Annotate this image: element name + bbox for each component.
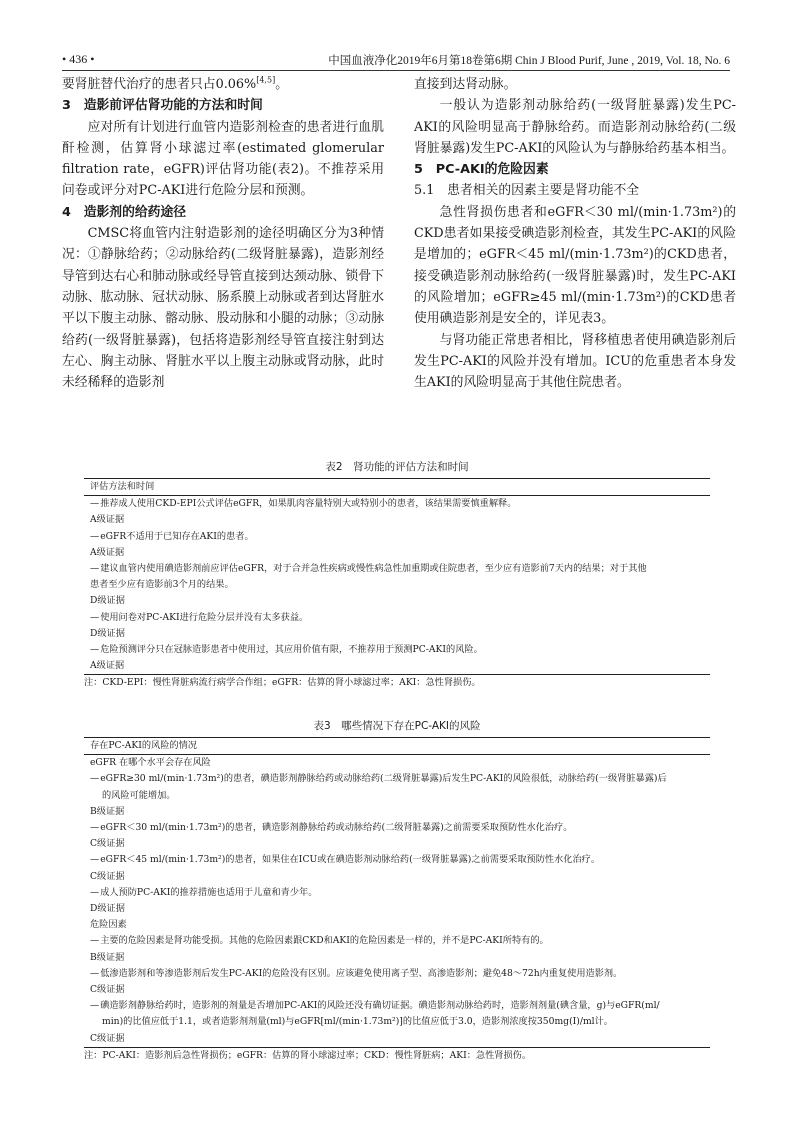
paragraph: 应对所有计划进行血管内造影剂检查的患者进行血肌酐检测，估算肾小球滤过率(estimated glomerular filtration rate，eGFR)评估肾功能(表2)。不推荐采用问卷或评分对PC-AKI进行危险分层和预测。: [62, 119, 384, 199]
evidence-level: B级证据: [90, 805, 125, 817]
table-row: — 推荐成人使用CKD-EPI公式评估eGFR，如果肌肉容量特别大或特别小的患者，该结果需要慎重解释。: [84, 496, 710, 512]
subsection-heading-5-1: 5.1 患者相关的因素主要是肾功能不全: [414, 183, 640, 199]
evidence-level: A级证据: [90, 546, 125, 558]
left-column: [62, 74, 384, 393]
paragraph-continued: 直接到达肾动脉。: [414, 77, 517, 92]
paragraph-continued: 要肾脏替代治疗的患者只占0.06%[4,5]。: [62, 75, 288, 92]
evidence-level: A级证据: [90, 660, 125, 672]
table-row: — eGFR不适用于已知存在AKI的患者。: [84, 529, 710, 545]
table-row: — eGFR＜30 ml/(min·1.73m²)的患者，碘造影剂静脉给药或动脉给药(二级肾脏暴露)之前需要采取预防性水化治疗。: [84, 820, 710, 836]
table-row: — 碘造影剂静脉给药时，造影剂的剂量是否增加PC-AKI的风险还没有确切证据。碘造影剂动脉给药时，造影剂剂量(碘含量，g)与eGFR(ml/: [84, 998, 710, 1014]
evidence-level: A级证据: [90, 514, 125, 526]
reference-mark[interactable]: [4,5]: [256, 75, 276, 85]
table-row: — eGFR＜45 ml/(min·1.73m²)的患者，如果住在ICU或在碘造影剂动脉给药(一级肾脏暴露)之前需要采取预防性水化治疗。: [84, 852, 710, 868]
evidence-level: C级证据: [90, 1032, 125, 1044]
paragraph: 急性肾损伤患者和eGFR＜30 ml/(min·1.73m²)的CKD患者如果接受碘造影剂检查，其发生PC-AKI的风险是增加的；eGFR＜45 ml/(min·1.73m²)的CKD患者，接受碘造影剂动脉给药(一级肾脏暴露)时，发生PC-AKI的风险增加；eGFR≥45 ml/(min·1.73m²)的CKD患者使用碘造影剂是安全的，详见表3。: [414, 204, 736, 327]
journal-citation: 中国血液净化2019年6月第18卷第6期 Chin J Blood Purif, June , 2019, Vol. 18, No. 6: [328, 55, 730, 67]
evidence-level: C级证据: [90, 984, 125, 996]
table-note: 注：PC-AKI：造影剂后急性肾损伤；eGFR：估算的肾小球滤过率；CKD：慢性肾脏病；AKI：急性肾损伤。: [84, 1049, 532, 1061]
paragraph: 一般认为造影剂动脉给药(一级肾脏暴露)发生PC-AKI的风险明显高于静脉给药。而造影剂动脉给药(二级肾脏暴露)发生PC-AKI的风险认为与静脉给药基本相当。: [414, 98, 736, 156]
table-row: — eGFR≥30 ml/(min·1.73m²)的患者，碘造影剂静脉给药或动脉给药(二级肾脏暴露)后发生PC-AKI的风险很低，动脉给药(一级肾脏暴露)后: [84, 771, 710, 787]
paragraph: 与肾功能正常患者相比，肾移植患者使用碘造影剂后发生PC-AKI的风险并没有增加。ICU的危重患者本身发生AKI的风险明显高于其他住院患者。: [414, 332, 736, 391]
table-row: — 成人预防PC-AKI的推荐措施也适用于儿童和青少年。: [84, 885, 710, 901]
section-heading-4: 4 造影剂的给药途径: [62, 204, 187, 220]
table-2: [84, 460, 710, 690]
right-column: [414, 74, 736, 393]
evidence-level: D级证据: [90, 903, 125, 915]
table-note: 注：CKD-EPI：慢性肾脏病流行病学合作组；eGFR：估算的肾小球滤过率；AKI：急性肾损伤。: [84, 677, 481, 689]
table-3: [84, 719, 710, 1063]
table-header: 评估方法和时间: [90, 481, 155, 492]
paragraph: CMSC将血管内注射造影剂的途径明确区分为3种情况：①静脉给药；②动脉给药(二级肾脏暴露)，造影剂经导管到达右心和肺动脉或经导管直接到达颈动脉、锁骨下动脉、肱动脉、冠状动脉、肠系膜上动脉或者到达肾脏水平以下腹主动脉、髂动脉、股动脉和小腿的动脉；③动脉给药(一级肾脏暴露)，包括将造影剂经导管直接注射到达左心、胸主动脉、肾脏水平以上腹主动脉或肾动脉，此时未经稀释的造影剂: [62, 226, 384, 391]
evidence-level: D级证据: [90, 595, 125, 607]
table-row: — 建议血管内使用碘造影剂前应评估eGFR，对于合并急性疾病或慢性病急性加重期或住院患者，至少应有造影前7天内的结果；对于其他: [84, 561, 710, 577]
table-header: 存在PC-AKI的风险的情况: [90, 740, 197, 751]
evidence-level: C级证据: [90, 838, 125, 850]
table-row: — 危险预测评分只在冠脉造影患者中使用过，其应用价值有限，不推荐用于预测PC-AKI的风险。: [84, 642, 710, 658]
table-caption: 表3 哪些情况下存在PC-AKI的风险: [313, 720, 481, 732]
table-row-continuation: min)的比值应低于1.1，或者造影剂剂量(ml)与eGFR[ml/(min·1.73m²)]的比值应低于3.0，造影剂浓度按350mg(I)/ml计。: [102, 1016, 613, 1028]
table-subheading: 危险因素: [90, 919, 127, 931]
evidence-level: C级证据: [90, 870, 125, 882]
evidence-level: D级证据: [90, 627, 125, 639]
table-row-continuation: 的风险可能增加。: [102, 789, 176, 801]
evidence-level: B级证据: [90, 951, 125, 963]
table-row: — 使用问卷对PC-AKI进行危险分层并没有太多获益。: [84, 610, 710, 626]
table-row: — 低渗造影剂和等渗造影剂后发生PC-AKI的危险没有区别。应该避免使用离子型、高渗造影剂；避免48～72h内重复使用造影剂。: [84, 966, 710, 982]
running-header: [62, 52, 730, 71]
table-caption: 表2 肾功能的评估方法和时间: [325, 461, 469, 473]
section-heading-5: 5 PC-AKI的危险因素: [414, 162, 549, 178]
table-subheading: eGFR 在哪个水平会存在风险: [90, 757, 211, 769]
table-row: — 主要的危险因素是肾功能受损。其他的危险因素跟CKD和AKI的危险因素是一样的，并不是PC-AKI所特有的。: [84, 933, 710, 949]
section-heading-3: 3 造影前评估肾功能的方法和时间: [62, 98, 263, 114]
page-number: • 436 •: [62, 52, 95, 66]
table-row-continuation: 患者至少应有造影前3个月的结果。: [90, 579, 234, 591]
